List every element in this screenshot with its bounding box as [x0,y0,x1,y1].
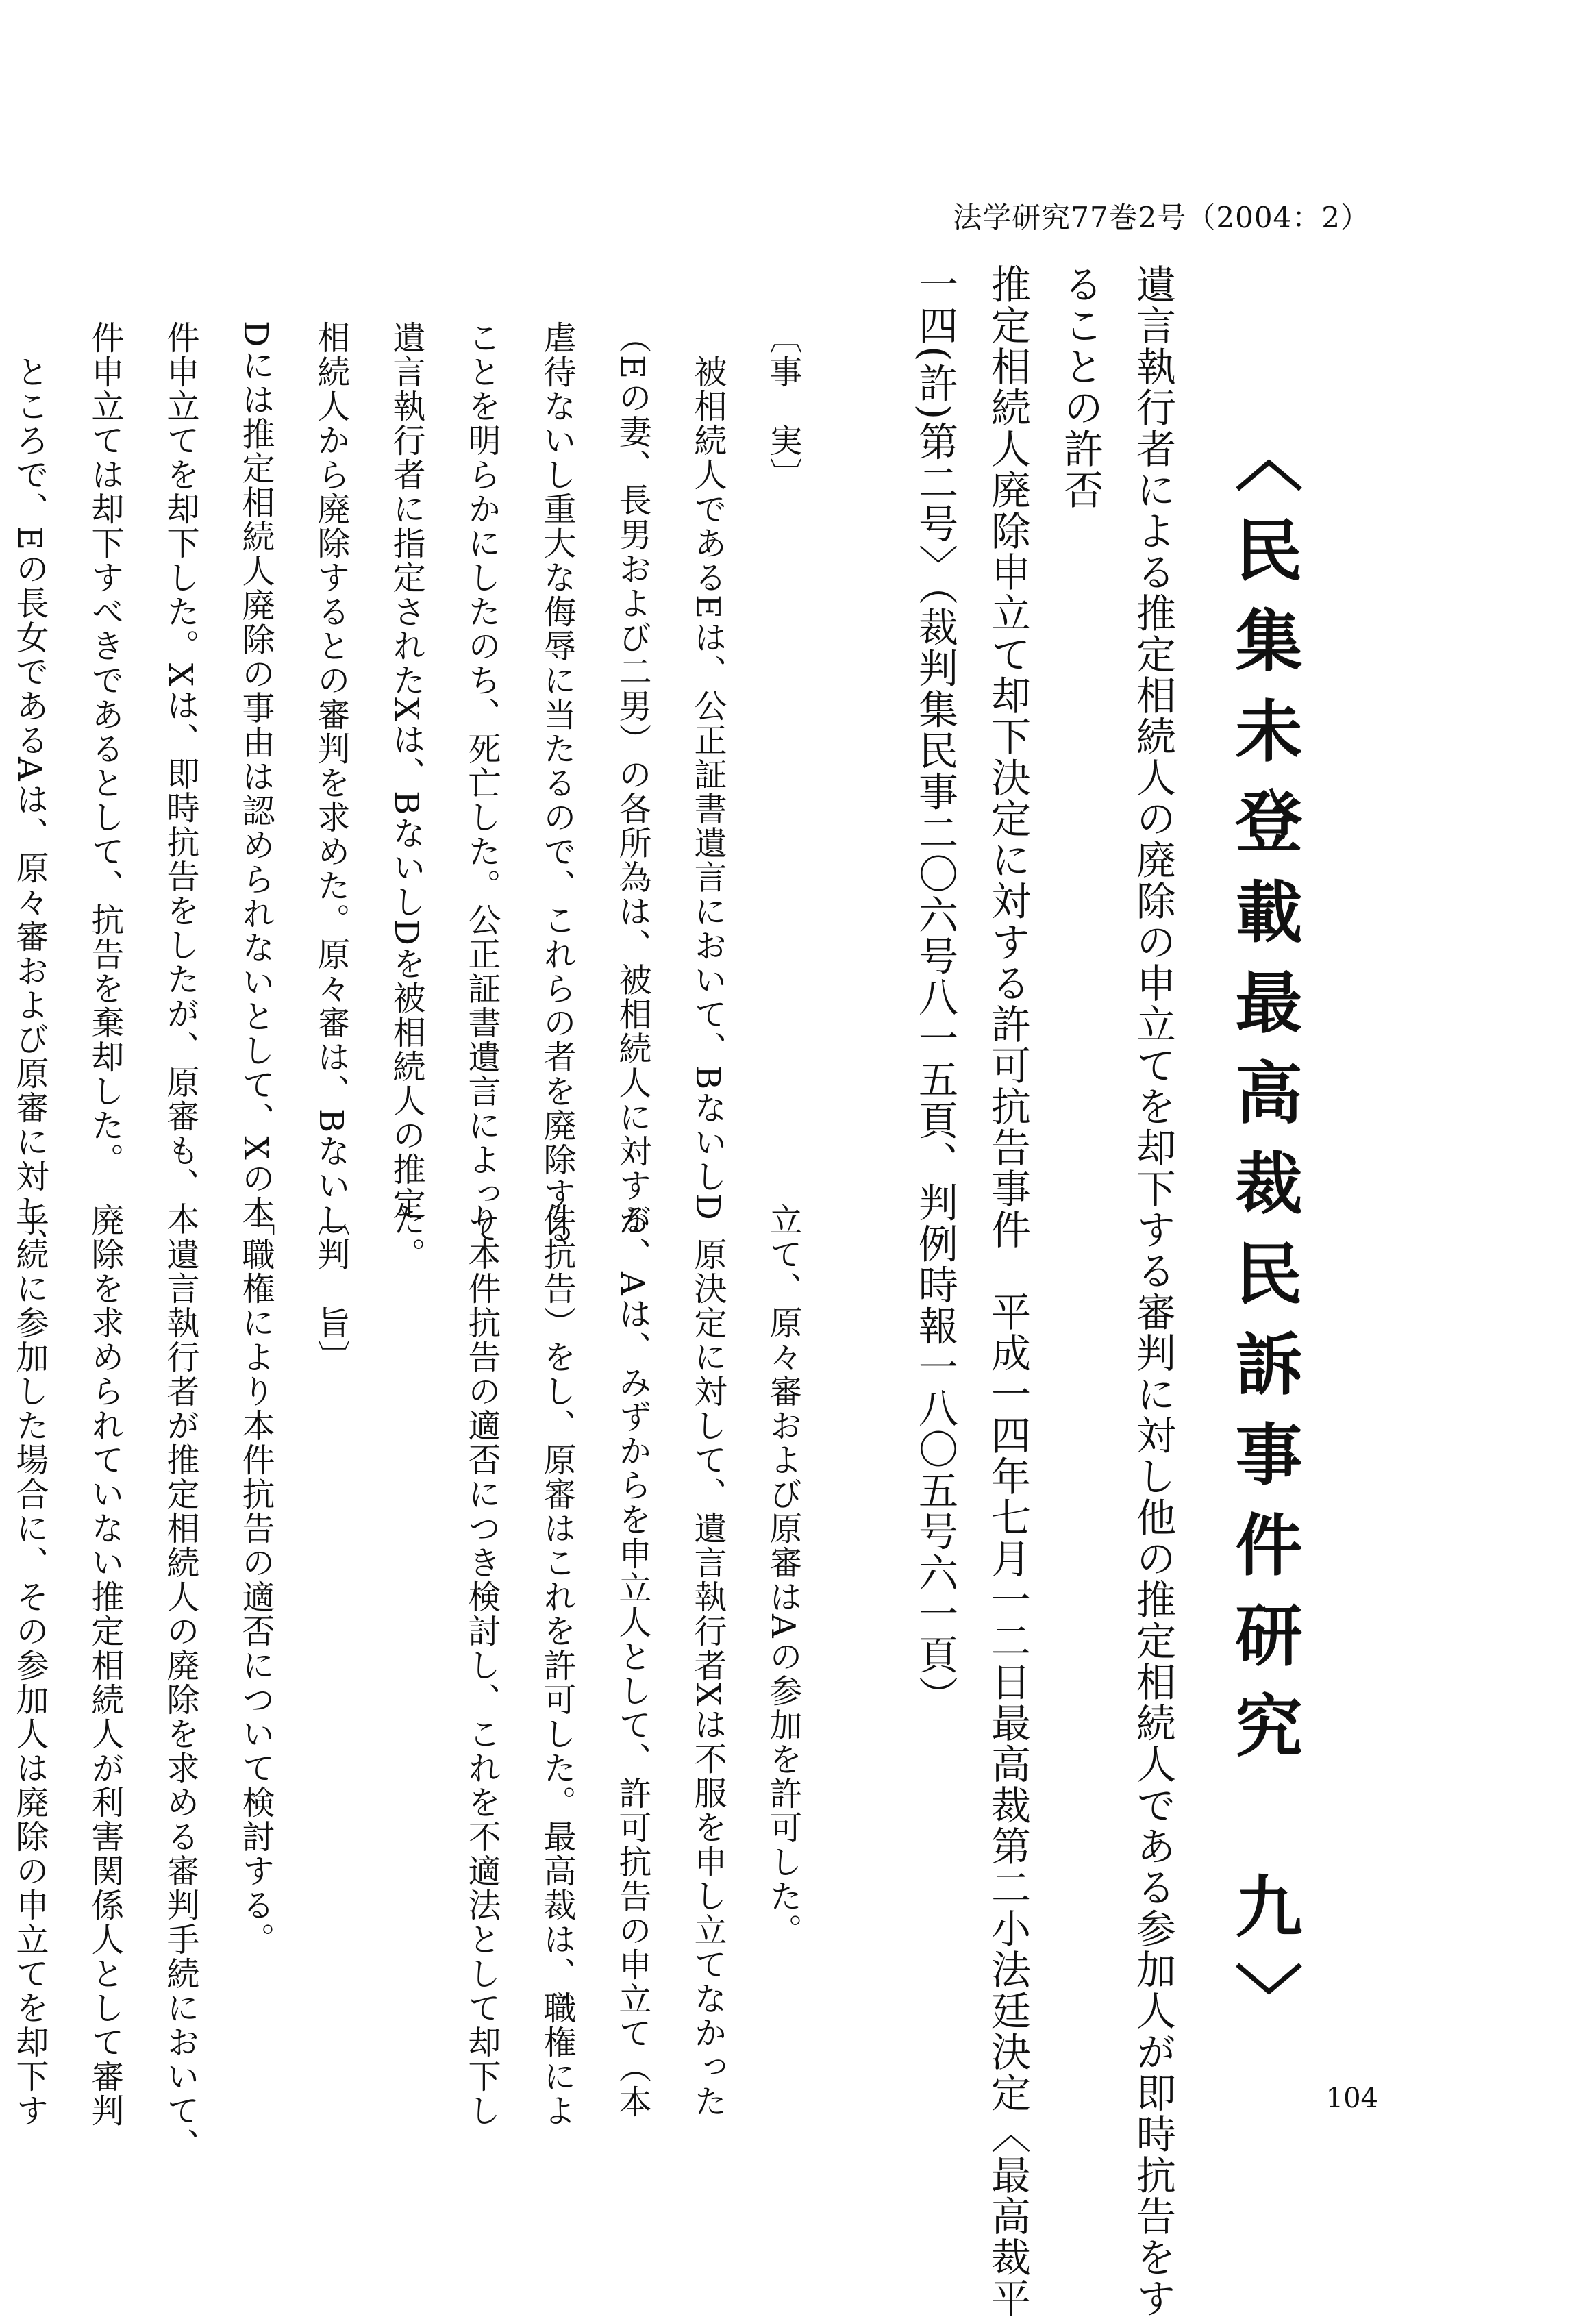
body-line: 件申立ては却下すべきであるとして、抗告を棄却した。 [86,321,124,1177]
headnote-case-line-1: 推定相続人廃除申立て却下決定に対する許可抗告事件 平成一四年七月一二日最高裁第二小法廷決定〈最高裁平 [984,264,1031,2319]
body-text-lower [10,1203,821,2162]
body-line: た。 [387,1203,425,1272]
body-line: 立て、原々審および原審はAの参加を許可した。 [764,1203,802,1948]
body-line: Dには推定相続人廃除の事由は認められないとして、Xの本 [236,321,275,1230]
body-line: 廃除を求められていない推定相続人が利害関係人として審判 [86,1203,124,2128]
body-line: ところで、Eの長女であるAは、原々審および原審に対し、 [10,321,49,1262]
body-line: り本件抗告の適否につき検討し、これを不適法として却下し [462,1203,501,2128]
body-line: （Eの妻、長男および二男）の各所為は、被相続人に対する [613,321,651,1237]
journal-header: 法学研究77巻2号（2004：2） [953,201,1370,234]
body-line: 原決定に対して、遺言執行者Xは不服を申し立てなかった [688,1203,727,2119]
body-line: が、Aは、みずからを申立人として、許可抗告の申立て（本 [613,1203,651,2119]
section-heading-facts: 〔事 実〕 [764,321,802,492]
body-line: 虐待ないし重大な侮辱に当たるので、これらの者を廃除する [538,321,576,1245]
headnote [912,264,1189,2319]
body-line: 遺言執行者に指定されたXは、BないしDを被相続人の推定 [387,321,425,1221]
body-line: 件抗告）をし、原審はこれを許可した。最高裁は、職権によ [538,1203,576,2128]
body-line: ことを明らかにしたのち、死亡した。公正証書遺言によって [462,321,501,1245]
headnote-case-line-2: 一四(許)第二号〉（裁判集民事二〇六号八一五頁、判例時報一八〇五号六一頁） [912,264,958,1717]
headnote-title-line-2: ることの許否 [1057,264,1104,510]
body-line: 遺言執行者が推定相続人の廃除を求める審判手続において、 [161,1203,199,2162]
page-number: 104 [1325,2083,1378,2114]
headnote-title-line-1: 遺言執行者による推定相続人の廃除の申立てを却下する審判に対し他の推定相続人である参加人が即時抗告をす [1130,264,1176,2319]
section-heading-holding: 〔判 旨〕 [312,1203,350,1374]
body-line: 相続人から廃除するとの審判を求めた。原々審は、Bないし [312,321,350,1237]
body-text-upper [10,321,821,1262]
body-line: 被相続人であるEは、公正証書遺言において、BないしD [688,321,727,1221]
series-title: 〈民集未登載最高裁民訴事件研究 九〉 [1224,425,1303,2053]
body-line: 手続に参加した場合に、その参加人は廃除の申立てを却下す [10,1203,49,2128]
body-line: 件申立てを却下した。Xは、即時抗告をしたが、原審も、本 [161,321,199,1237]
body-line: 「職権により本件抗告の適否について検討する。 [236,1203,275,1957]
